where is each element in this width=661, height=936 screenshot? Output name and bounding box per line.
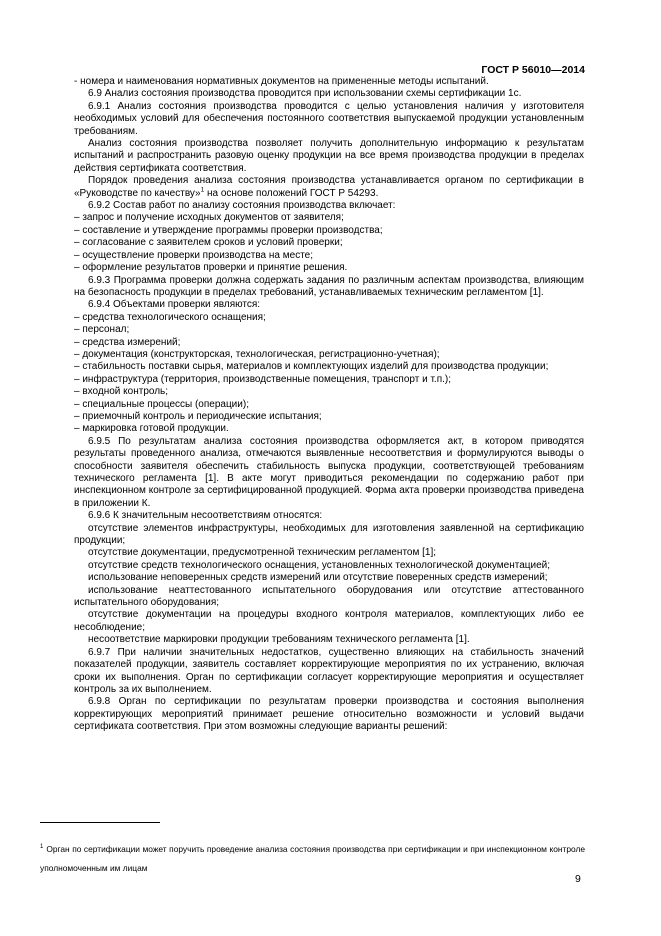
list-item [74,399,584,411]
paragraph [74,696,584,733]
paragraph-text: 6.9.3 Программа проверки должна содержать задания по различным аспектам производства, влияющим на безопасность продукции в пределах требований, устанавливаемых техническим регламентом [1]. [74,274,584,298]
list-item [74,361,584,373]
paragraph-text: – средства технологического оснащения; [74,311,266,323]
footnote-reference: 1 [200,186,205,194]
paragraph [74,609,584,634]
paragraph-text: – оформление результатов проверки и принятие решения. [74,262,348,274]
paragraph [74,275,584,300]
paragraph-text: – средства измерений; [74,336,181,348]
paragraph-text: 6.9.4 Объектами проверки являются: [88,299,261,311]
paragraph [74,436,584,510]
paragraph [74,572,584,584]
footnote-text: Орган по сертификации может поручить проведение анализа состояния производства при сертификации и при инспекционном контроле уполномоченным им лицам [40,844,585,873]
paragraph [74,585,584,610]
list-item [74,374,584,386]
list-item [74,225,584,237]
list-item [74,250,584,262]
paragraph [74,299,584,311]
paragraph-text: – осуществление проверки производства на месте; [74,249,313,261]
page-number: 9 [575,873,581,885]
paragraph [74,547,584,559]
list-item [74,349,584,361]
paragraph-text: Анализ состояния производства позволяет получить дополнительную информацию к результатам испытаний и распространить разовую оценку продукции на все время производства продукции в пределах действия сертификата соответствия. [74,138,584,174]
paragraph [74,634,584,646]
paragraph [74,138,584,175]
list-item [74,76,584,88]
paragraph-text: – приемочный контроль и периодические испытания; [74,410,322,422]
paragraph-text: – входной контроль; [74,386,169,398]
document-header: ГОСТ Р 56010—2014 [481,64,585,76]
list-item [74,411,584,423]
paragraph-text: – специальные процессы (операции); [74,398,249,410]
paragraph [74,101,584,138]
paragraph-text: Порядок проведения анализа состояния производства устанавливается органом по сертификации в «Руководстве по качеству» [74,175,584,199]
paragraph-text: – инфраструктура (территория, производственные помещения, транспорт и т.п.); [74,373,452,385]
footnote-separator [40,822,160,823]
paragraph-text: отсутствие документации, предусмотренной техническим регламентом [1]; [88,547,437,559]
paragraph-text: 6.9.5 По результатам анализа состояния производства оформляется акт, в котором приводятся результаты проведенного анализа, отмечаются выявленные несоответствия и формулируются выводы о способности заявителя обеспечить стабильность выпуска продукции, соответствующей требованиям технического регламента [1]. В акте могут приводиться рекомендации по содержанию работ при инспекционном контроле за сертифицированной продукцией. Форма акта проверки производства приведена в приложении К. [74,435,584,509]
paragraph-text: на основе положений ГОСТ Р 54293. [204,187,379,199]
paragraph-text: использование неаттестованного испытательного оборудования или отсутствие аттестованного испытательного оборудования; [74,584,584,609]
list-item [74,423,584,435]
paragraph-text: – документация (конструкторская, технологическая, регистрационно-учетная); [74,348,440,360]
document-body [74,76,584,734]
paragraph-text: – персонал; [74,324,130,336]
paragraph [74,88,584,100]
list-item [74,324,584,336]
paragraph-text: - номера и наименования нормативных документов на примененные методы испытаний. [74,76,489,87]
paragraph-text: 6.9.8 Орган по сертификации по результатам проверки производства и состояния выполнения корректирующих мероприятий принимает решение относительно возможности и условий выдачи сертификата соответствия. При этом возможны следующие варианты решений: [74,696,584,733]
paragraph [74,647,584,697]
paragraph-text: – запрос и получение исходных документов от заявителя; [74,212,344,224]
footnote-mark: 1 [40,844,44,851]
paragraph-text: использование неповеренных средств измерений или отсутствие поверенных средств измерений; [88,572,548,584]
paragraph [74,510,584,522]
list-item [74,337,584,349]
list-item [74,237,584,249]
list-item [74,262,584,274]
paragraph-text: – маркировка готовой продукции. [74,423,229,435]
list-item [74,212,584,224]
paragraph-text: 6.9.2 Состав работ по анализу состояния производства включает: [88,200,396,212]
paragraph-text: 6.9.6 К значительным несоответствиям относятся: [88,510,323,522]
paragraph-text: отсутствие документации на процедуры входного контроля материалов, комплектующих либо ее несоблюдение; [74,609,584,633]
paragraph [74,175,584,200]
paragraph-text: 6.9.1 Анализ состояния производства проводится с целью установления наличия у изготовителя необходимых условий для обеспечения постоянного соответствия выпускаемой продукции установленным требованиям. [74,100,584,137]
paragraph-text: – согласование с заявителем сроков и условий проверки; [74,237,343,249]
paragraph [74,200,584,212]
paragraph [74,560,584,572]
list-item [74,312,584,324]
paragraph [74,523,584,548]
paragraph-text: 6.9 Анализ состояния производства проводится при использовании схемы сертификации 1с. [88,88,522,100]
paragraph-text: 6.9.7 При наличии значительных недостатков, существенно влияющих на стабильность значений показателей продукции, заявитель составляет корректирующие мероприятия по их устранению, включая сроки их выполнения. Орган по сертификации согласует корректирующие мероприятия и осуществляет контроль за их выполнением. [74,646,584,695]
paragraph-text: отсутствие элементов инфраструктуры, необходимых для изготовления заявленной на сертификацию продукции; [74,522,584,547]
paragraph-text: несоответствие маркировки продукции требованиям технического регламента [1]. [88,634,470,646]
paragraph-text: – стабильность поставки сырья, материалов и комплектующих изделий для производства продукции; [74,361,549,373]
paragraph-text: – составление и утверждение программы проверки производства; [74,224,383,236]
paragraph-text: отсутствие средств технологического оснащения, установленных технологической документацией; [88,559,551,571]
list-item [74,386,584,398]
footnote [40,840,585,878]
